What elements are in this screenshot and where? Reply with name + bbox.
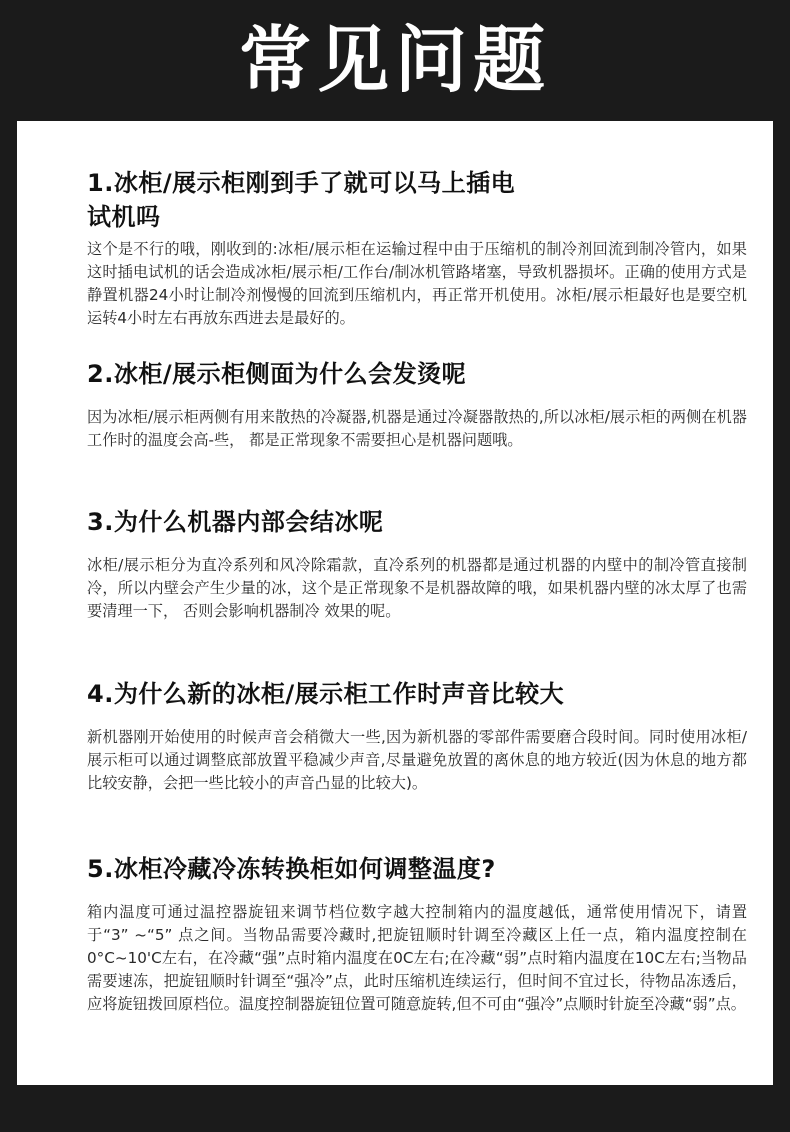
faq-answer: 因为冰柜/展示柜两侧有用来散热的冷凝器,机器是通过冷凝器散热的,所以冰柜/展示柜的两侧在机器工作时的温度会高-些， 都是正常现象不需要担心是机器问题哦。 <box>87 408 747 449</box>
faq-question: 3.为什么机器内部会结冰呢 <box>87 508 384 536</box>
faq-item-1 <box>87 166 747 330</box>
faq-item-5 <box>87 852 747 1016</box>
faq-question: 1.冰柜/展示柜刚到手了就可以马上插电试机吗 <box>87 169 516 231</box>
faq-item-4 <box>87 677 747 795</box>
faq-question: 4.为什么新的冰柜/展示柜工作时声音比较大 <box>87 680 565 708</box>
faq-item-3 <box>87 505 747 623</box>
faq-answer: 箱内温度可通过温控器旋钮来调节档位数字越大控制箱内的温度越低，通常使用情况下，请置于“3” ~“5” 点之间。当物品需要冷藏时,把旋钮顺时针调至冷藏区上任一点，箱内温度控制在0°C~10'C左右，在冷藏“强”点时箱内温度在0C左右;在冷藏“弱”点时箱内温度在10C左右;当物品需要速冻，把旋钮顺时针调至“强冷”点，此时压缩机连续运行，但时间不宜过长，待物品冻透后，应将旋钮拨回原档位。温度控制器旋钮位置可随意旋转,但不可由“强冷”点顺时针旋至冷藏“弱”点。 <box>87 903 747 1013</box>
page-title: 常见问题 <box>238 18 551 102</box>
faq-question: 2.冰柜/展示柜侧面为什么会发烫呢 <box>87 360 467 388</box>
faq-question: 5.冰柜冷藏冷冻转换柜如何调整温度? <box>87 855 496 883</box>
faq-answer: 冰柜/展示柜分为直冷系列和风冷除霜款，直冷系列的机器都是通过机器的内壁中的制冷管直接制冷，所以内壁会产生少量的冰，这个是正常现象不是机器故障的哦，如果机器内壁的冰太厚了也需要清理一下， 否则会影响机器制冷 效果的呢。 <box>87 556 747 620</box>
header-banner <box>0 0 790 120</box>
faq-answer: 新机器刚开始使用的时候声音会稍微大一些,因为新机器的零部件需要磨合段时间。同时使用冰柜/展示柜可以通过调整底部放置平稳减少声音,尽量避免放置的离休息的地方较近(因为休息的地方都比较安静，会把一些比较小的声音凸显的比较大)。 <box>87 728 747 792</box>
faq-item-2 <box>87 357 747 452</box>
faq-card <box>17 121 773 1085</box>
faq-answer: 这个是不行的哦，刚收到的:冰柜/展示柜在运输过程中由于压缩机的制冷剂回流到制冷管内，如果这时插电试机的话会造成冰柜/展示柜/工作台/制冰机管路堵塞，导致机器损坏。正确的使用方式是静置机器24小时让制冷剂慢慢的回流到压缩机内，再正常开机使用。冰柜/展示柜最好也是要空机运转4小时左右再放东西进去是最好的。 <box>87 240 747 327</box>
